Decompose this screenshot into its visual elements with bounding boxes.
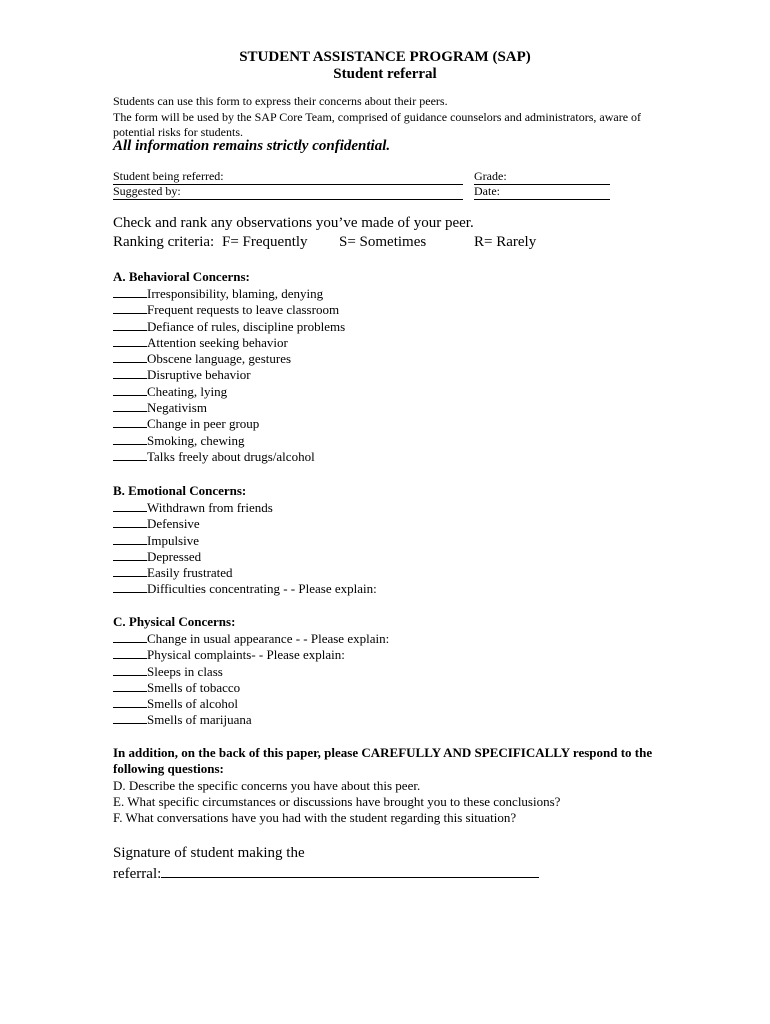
rank-blank-field[interactable] [113,564,147,577]
checklist-item [113,366,345,382]
confidential-notice: All information remains strictly confidential. [113,138,391,154]
back-of-page-instructions: In addition, on the back of this paper, please CAREFULLY AND SPECIFICALLY respond to the following questions: [113,745,653,777]
rank-blank-field[interactable] [113,630,147,643]
checklist-item [113,301,345,317]
checklist-item [113,679,389,695]
checklist-item-label: Easily frustrated [147,565,233,581]
signature-label-line-1: Signature of student making the [113,845,305,861]
checklist-item-label: Talks freely about drugs/alcohol [147,448,315,464]
checklist-item-label: Smells of marijuana [147,712,252,728]
rank-blank-field[interactable] [113,580,147,593]
checklist-item-label: Disruptive behavior [147,367,251,383]
emotional-list [113,499,377,597]
checklist-item-label: Physical complaints- - Please explain: [147,647,345,663]
rank-blank-field[interactable] [113,515,147,528]
rank-blank-field[interactable] [113,366,147,379]
intro-text [113,94,673,141]
rank-blank-field[interactable] [113,383,147,396]
emotional-section-title: B. Emotional Concerns: [113,483,247,498]
checklist-item [113,285,345,301]
checklist-item-label: Smells of alcohol [147,696,238,712]
rank-blank-field[interactable] [113,663,147,676]
rank-blank-field[interactable] [113,334,147,347]
question-e: E. What specific circumstances or discussions have brought you to these conclusions? [113,793,561,809]
checklist-item [113,399,345,415]
rank-blank-field[interactable] [113,499,147,512]
date-field[interactable] [474,199,610,200]
checklist-item [113,334,345,350]
checklist-item-label: Smoking, chewing [147,432,245,448]
checklist-item-label: Defensive [147,516,200,532]
checklist-item-label: Attention seeking behavior [147,334,288,350]
suggested-label: Suggested by: [113,184,181,198]
rank-blank-field[interactable] [113,318,147,331]
checklist-item [113,711,389,727]
criteria-rarely: R= Rarely [474,234,537,250]
behavioral-section-title: A. Behavioral Concerns: [113,269,250,284]
checklist-item [113,350,345,366]
checklist-item-label: Depressed [147,548,202,564]
checklist-item-label: Cheating, lying [147,383,228,399]
grade-label: Grade: [474,169,507,183]
checklist-item-label: Difficulties concentrating - - Please explain: [147,581,377,597]
rank-blank-field[interactable] [113,532,147,545]
intro-line-1: Students can use this form to express their concerns about their peers. [113,94,448,108]
instructions-line: Check and rank any observations you’ve made of your peer. [113,215,474,231]
rank-blank-field[interactable] [113,646,147,659]
signature-label-line-2: referral: [113,866,162,882]
checklist-item [113,548,377,564]
rank-blank-field[interactable] [113,350,147,363]
suggested-date-row [113,184,610,200]
signature-field[interactable] [161,863,539,878]
question-f: F. What conversations have you had with the student regarding this situation? [113,810,517,826]
checklist-item-label: Withdrawn from friends [147,500,273,515]
checklist-item-label: Change in peer group [147,416,260,432]
checklist-item [113,448,345,464]
date-label: Date: [474,184,500,198]
checklist-item [113,646,389,662]
suggested-by-field[interactable] [113,199,463,200]
checklist-item [113,383,345,399]
checklist-item [113,564,377,580]
checklist-item [113,432,345,448]
checklist-item [113,580,377,596]
behavioral-list [113,285,345,464]
physical-list [113,630,389,728]
checklist-item-label: Frequent requests to leave classroom [147,302,340,318]
checklist-item [113,532,377,548]
additional-questions [113,745,673,826]
checklist-item-label: Obscene language, gestures [147,351,292,367]
checklist-item [113,318,345,334]
checklist-item [113,515,377,531]
checklist-item-label: Negativism [147,400,207,416]
rank-blank-field[interactable] [113,448,147,461]
student-grade-row [113,169,610,185]
rank-blank-field[interactable] [113,432,147,445]
rank-blank-field[interactable] [113,679,147,692]
signature-block [113,844,539,884]
rank-blank-field[interactable] [113,548,147,561]
checklist-item [113,695,389,711]
rank-blank-field[interactable] [113,285,147,298]
checklist-item-label: Smells of tobacco [147,679,241,695]
student-label: Student being referred: [113,169,224,183]
rank-blank-field[interactable] [113,695,147,708]
rank-blank-field[interactable] [113,301,147,314]
checklist-item-label: Change in usual appearance - - Please explain: [147,631,390,646]
physical-section-title: C. Physical Concerns: [113,614,236,629]
checklist-item-label: Defiance of rules, discipline problems [147,318,346,334]
checklist-item-label: Impulsive [147,532,199,548]
form-subtitle: Student referral [333,66,437,82]
checklist-item [113,499,377,515]
checklist-item [113,415,345,431]
rank-blank-field[interactable] [113,415,147,428]
checklist-item-label: Irresponsibility, blaming, denying [147,286,324,301]
criteria-frequently: F= Frequently [222,234,308,250]
checklist-item-label: Sleeps in class [147,663,223,679]
criteria-label: Ranking criteria: [113,234,215,250]
intro-line-2: The form will be used by the SAP Core Team, comprised of guidance counselors and administrators, aware of potential risks for students. [113,109,642,139]
checklist-item [113,663,389,679]
rank-blank-field[interactable] [113,399,147,412]
criteria-sometimes: S= Sometimes [339,234,427,250]
form-title: STUDENT ASSISTANCE PROGRAM (SAP) [239,49,531,65]
checklist-item [113,630,389,646]
question-d: D. Describe the specific concerns you have about this peer. [113,777,421,793]
rank-blank-field[interactable] [113,711,147,724]
